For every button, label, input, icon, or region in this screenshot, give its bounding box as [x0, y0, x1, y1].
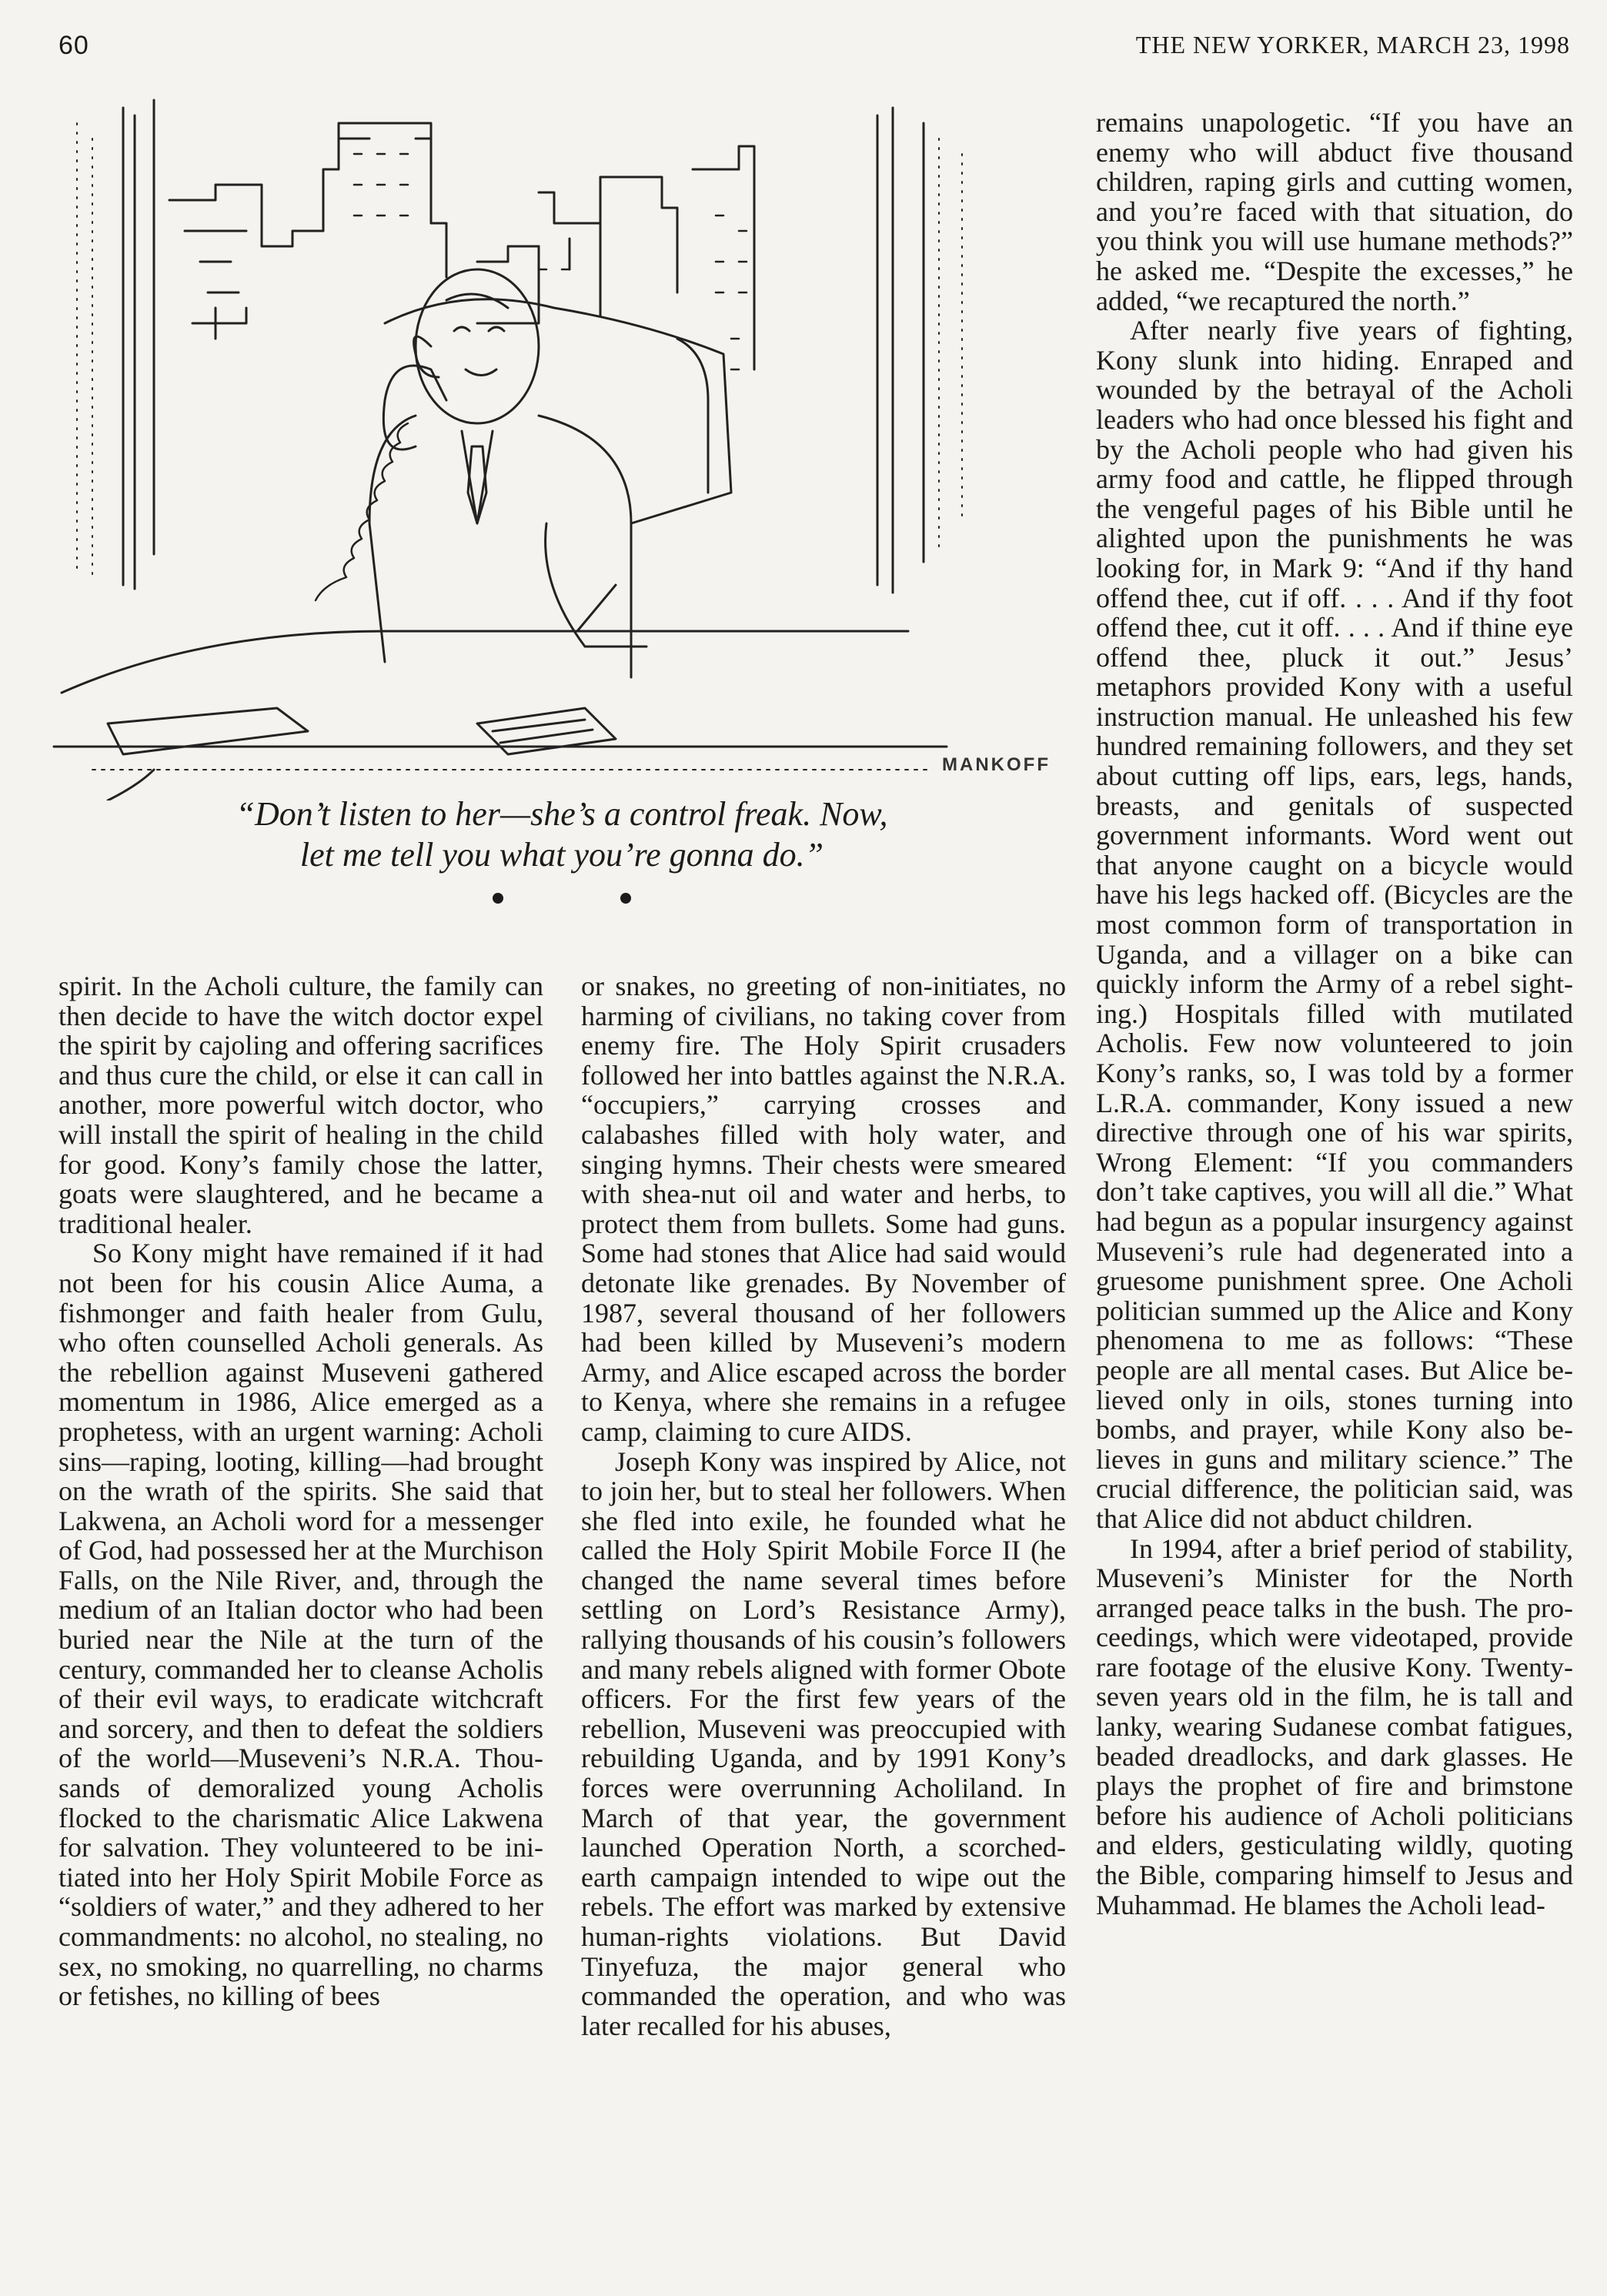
article-column-1	[58, 971, 543, 2011]
window-frame	[123, 100, 924, 593]
window-glass-dots	[77, 123, 962, 577]
paragraph: In 1994, after a brief period of stability, Museveni’s Minister for the North arranged peace talks in the bush. The proceedings, which were videotaped, provide rare footage of the elusive Kony. Twenty-seven years old in the film, he is tall and lanky, wearing Sudanese combat fatigues, beaded dreadlocks, and dark glasses. He plays the prophet of fire and brimstone before his audience of Acholi politicians and elders, gesticulating wildly, quoting the Bible, comparing himself to Jesus and Muhammad. He blames the Acholi lead-	[1096, 1532, 1573, 1920]
caption-line-2: let me tell you what you’re gonna do.”	[299, 835, 824, 874]
city-skyline	[169, 123, 754, 369]
running-head: THE NEW YORKER, MARCH 23, 1998	[1135, 31, 1570, 58]
section-divider	[462, 885, 723, 916]
paragraph: So Kony might have remained if it had not been for his cousin Alice Auma, a fishmonger and faith healer from Gulu, who often counselled Acholi generals. As the rebellion against Museveni gathered momentum in 1986, Alice emerged as a prophetess, with an urgent warning: Acholi sins—raping, looting, killing—had brought on the wrath of the spirits. She said that Lakwena, an Acholi word for a messenger of God, had possessed her at the Murchison Falls, on the Nile River, and, through the medium of an Italian doctor who had been buried near the Nile at the turn of the century, commanded her to cleanse Acholis of their evil ways, to eradicate witchcraft and sorcery, and then to defeat the soldiers of the world—Museveni’s N.R.A. Thousands of demoralized young Acholis flocked to the charismatic Alice Lakwena for salvation. They volunteered to be initiated into her Holy Spirit Mobile Force as “soldiers of water,” and they adhered to her commandments: no alcohol, no stealing, no sex, no smoking, no quarrelling, no charms or fetishes, no killing of bees	[58, 1238, 543, 2012]
paragraph: or snakes, no greeting of non-initiates, no harming of civilians, no taking cover from enemy fire. The Holy Spirit crusaders followed her into battles against the N.R.A. “occupiers,” carrying crosses and calabashes filled with holy water, and singing hymns. Their chests were smeared with shea-nut oil and water and herbs, to protect them from bullets. Some had guns. Some had stones that Alice had said would detonate like grenades. By November of 1987, several thousand of her followers had been killed by Museveni’s modern Army, and Alice escaped across the border to Kenya, where she remains in a refugee camp, claiming to cure AIDS.	[581, 971, 1066, 1447]
divider-dot-left	[493, 893, 503, 904]
paragraph: After nearly five years of fighting, Kony slunk into hiding. Enraped and wounded by the betrayal of the Acholi leaders who had once blessed his fight and by the Acholi people who had given his army food and cattle, he flipped through the vengeful pages of his Bible until he alighted upon the punishments he was looking for, in Mark 9: “And if thy hand offend thee, cut if off. . . . And if thy foot offend thee, cut it off. . . . And if thine eye offend thee, pluck it out.” Jesus’ metaphors provided Kony with a useful instruction manual. He unleashed his few hundred remaining followers, and they set about cutting off lips, ears, legs, hands, breasts, and genitals of suspected government informants. Word went out that anyone caught on a bicycle would have his legs hacked off. (Bicycles are the most common form of transportation in Uganda, and a villager on a bike can quickly inform the Army of a rebel sighting.) Hospitals filled with mutilated Acholis. Few now volunteered to join Kony’s ranks, so, I was told by a former L.R.A. commander, Kony issued a new directive through one of his war spirits, Wrong Element: “If you commanders don’t take captives, you will all die.” What had begun as a popular insurgency against Museveni’s rule had degenerated into a gruesome punishment spree. One Acholi politician summed up the Alice and Kony phenomena to me as follows: “These people are all mental cases. But Alice believed only in oils, stones turning into bombs, and prayer, while Kony also believes in guns and military science.” The crucial difference, the politician said, was that Alice did not abduct children.	[1096, 315, 1573, 1534]
cartoon-illustration	[46, 92, 1070, 800]
page-number: 60	[58, 31, 89, 60]
phone-cord	[316, 423, 408, 600]
cartoon-caption	[154, 794, 970, 876]
office-chair	[385, 299, 731, 523]
divider-dot-right	[620, 893, 631, 904]
paragraph: spirit. In the Acholi culture, the family can then decide to have the witch doctor expel the spirit by cajoling and offering sacrifices and thus cure the child, or else it can call in another, more powerful witch doctor, who will install the spirit of healing in the child for good. Kony’s family chose the latter, goats were slaughtered, and he became a traditional healer.	[58, 971, 543, 1239]
businessman-figure	[369, 269, 646, 677]
article-column-2	[581, 971, 1066, 2040]
article-column-3	[1096, 108, 1573, 1920]
paragraph: Joseph Kony was inspired by Alice, not to join her, but to steal her followers. When she fled into exile, he founded what he called the Holy Spirit Mobile Force II (he changed the name several times before settling on Lord’s Resistance Army), rallying thousands of his cousin’s followers and many rebels aligned with former Obote officers. For the first few years of the rebellion, Museveni was preoccupied with rebuilding Uganda, and by 1991 Kony’s forces were overrunning Acholiland. In March of that year, the government launched Operation North, a scorched-earth campaign intended to wipe out the rebels. The effort was marked by extensive human-rights violations. But David Tinyefuza, the major general who commanded the operation, and who was later recalled for his abuses,	[581, 1445, 1066, 2041]
desk	[54, 631, 947, 800]
caption-line-1: “Don’t listen to her—she’s a control freak. Now,	[236, 795, 888, 833]
paragraph: remains unapologetic. “If you have an enemy who will abduct five thousand children, raping girls and cutting women, and you’re faced with that situation, do you think you will use humane methods?” he asked me. “Despite the excesses,” he added, “we recaptured the north.”	[1096, 107, 1573, 316]
cartoonist-signature: MANKOFF	[942, 754, 1051, 775]
